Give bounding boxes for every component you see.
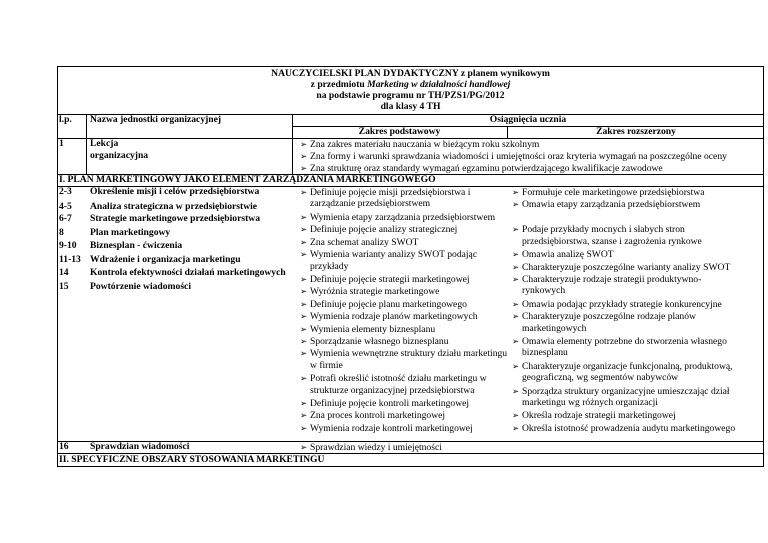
- table-border-bottom: [57, 466, 764, 467]
- extended-item: ➢ Charakteryzuje rodzaje strategii produktywno-: [512, 274, 702, 285]
- section2-title: II. SPECYFICZNE OBSZARY STOSOWANIA MARKETINGU: [59, 454, 325, 465]
- intro-unit-line2: organizacyjna: [90, 150, 149, 161]
- col-header-basic: Zakres podstawowy: [358, 126, 441, 137]
- arrow-bullet-icon: ➢: [300, 373, 308, 383]
- unit-lp: 11-13: [59, 254, 81, 265]
- extended-item-continued: geograficzną, wg segmentów nabywców: [522, 372, 679, 383]
- extended-item: ➢ Omawia podając przykłady strategie konkurencyjne: [512, 299, 722, 310]
- arrow-bullet-icon: ➢: [300, 224, 308, 234]
- arrow-bullet-icon: ➢: [300, 299, 308, 309]
- unit-lp: 14: [59, 267, 69, 278]
- unit-lp: 2-3: [59, 186, 72, 197]
- arrow-bullet-icon: ➢: [300, 423, 308, 433]
- basic-item: ➢ Wymienia elementy biznesplanu: [300, 324, 436, 335]
- arrow-bullet-icon: ➢: [512, 187, 520, 197]
- test-item: ➢ Sprawdzian wiedzy i umiejętności: [300, 442, 442, 453]
- table-border-left: [57, 66, 58, 467]
- arrow-bullet-icon: ➢: [300, 151, 308, 161]
- doc-title: NAUCZYCIELSKI PLAN DYDAKTYCZNY z planem wynikowym: [271, 68, 550, 79]
- basic-item: ➢ Wymienia wewnętrzne struktury działu marketingu: [300, 348, 508, 359]
- arrow-bullet-icon: ➢: [300, 336, 308, 346]
- arrow-bullet-icon: ➢: [300, 348, 308, 358]
- arrow-bullet-icon: ➢: [300, 324, 308, 334]
- basic-item: ➢ Wymienia warianty analizy SWOT podając: [300, 249, 478, 260]
- arrow-bullet-icon: ➢: [300, 212, 308, 222]
- basic-item: ➢ Potrafi określić istotność działu marketingu w: [300, 373, 487, 384]
- unit-name: Strategie marketingowe przedsiębiorstwa: [90, 213, 260, 224]
- arrow-bullet-icon: ➢: [512, 249, 520, 259]
- basic-item: ➢ Definiuje pojęcie kontroli marketingowej: [300, 398, 470, 409]
- table-border-top: [57, 66, 764, 67]
- unit-name: Biznesplan - ćwiczenia: [90, 240, 183, 251]
- unit-lp: 4-5: [59, 201, 72, 212]
- doc-program: na podstawie programu nr TH/PZS1/PG/2012: [316, 90, 505, 101]
- unit-lp: 6-7: [59, 213, 72, 224]
- arrow-bullet-icon: ➢: [300, 442, 308, 452]
- arrow-bullet-icon: ➢: [512, 336, 520, 346]
- arrow-bullet-icon: ➢: [512, 262, 520, 272]
- subject-name: Marketing w działalności handlowej: [367, 79, 511, 90]
- test-name: Sprawdzian wiadomości: [90, 441, 190, 452]
- section1-title: I. PLAN MARKETINGOWY JAKO ELEMENT ZARZĄDZANIA MARKETINGOWEGO: [59, 174, 436, 185]
- unit-lp: 8: [59, 227, 64, 238]
- arrow-bullet-icon: ➢: [512, 299, 520, 309]
- arrow-bullet-icon: ➢: [300, 187, 308, 197]
- arrow-bullet-icon: ➢: [300, 139, 308, 149]
- extended-item: ➢ Omawia etapy zarządzania przedsiębiorstwem: [512, 199, 701, 210]
- basic-item: ➢ Wymienia rodzaje kontroli marketingowej: [300, 423, 473, 434]
- extended-item-continued: marketingu wg różnych organizacji: [522, 397, 658, 408]
- arrow-bullet-icon: ➢: [300, 163, 308, 173]
- intro-item: ➢ Zna formy i warunki sprawdzania wiadomości i umiejętności oraz kryteria wymagań na poszczególne oceny: [300, 151, 727, 162]
- col-header-unit: Nazwa jednostki organizacyjnej: [90, 114, 222, 125]
- arrow-bullet-icon: ➢: [512, 386, 520, 396]
- extended-item: ➢ Charakteryzuje organizacje funkcjonalną, produktową,: [512, 361, 733, 372]
- basic-item: ➢ Definiuje pojęcie analizy strategicznej: [300, 224, 458, 235]
- extended-item: ➢ Określa rodzaje strategii marketingowej: [512, 410, 676, 421]
- extended-item-continued: rynkowych: [522, 285, 566, 296]
- unit-name: Analiza strategiczna w przedsiębiorstwie: [90, 201, 258, 212]
- basic-item: ➢ Sporządzanie własnego biznesplanu: [300, 336, 449, 347]
- unit-lp: 15: [59, 281, 69, 292]
- basic-item: ➢ Wymienia rodzaje planów marketingowych: [300, 311, 478, 322]
- arrow-bullet-icon: ➢: [300, 311, 308, 321]
- arrow-bullet-icon: ➢: [300, 286, 308, 296]
- unit-lp: 9-10: [59, 240, 77, 251]
- arrow-bullet-icon: ➢: [300, 410, 308, 420]
- column-divider-lp: [86, 114, 87, 175]
- unit-name: Powtórzenie wiadomości: [90, 281, 191, 292]
- arrow-bullet-icon: ➢: [512, 361, 520, 371]
- arrow-bullet-icon: ➢: [300, 249, 308, 259]
- intro-unit-line1: Lekcja: [90, 138, 119, 149]
- doc-class: dla klasy 4 TH: [380, 101, 441, 112]
- arrow-bullet-icon: ➢: [512, 224, 520, 234]
- arrow-bullet-icon: ➢: [300, 274, 308, 284]
- intro-item: ➢ Zna zakres materiału nauczania w bieżącym roku szkolnym: [300, 139, 540, 150]
- unit-name: Wdrażenie i organizacja marketingu: [90, 254, 241, 265]
- col-header-achievements: Osiągnięcia ucznia: [489, 114, 567, 125]
- arrow-bullet-icon: ➢: [512, 311, 520, 321]
- col-header-lp: l.p.: [59, 114, 72, 125]
- basic-item: ➢ Zna proces kontroli marketingowej: [300, 410, 446, 421]
- arrow-bullet-icon: ➢: [512, 199, 520, 209]
- basic-item: ➢ Zna schemat analizy SWOT: [300, 237, 419, 248]
- basic-item-continued: w firmie: [310, 360, 343, 371]
- extended-item-continued: biznesplanu: [522, 347, 568, 358]
- basic-item: ➢ Wyróżnia strategie marketingowe: [300, 286, 440, 297]
- col-header-extended: Zakres rozszerzony: [596, 126, 676, 137]
- basic-item: ➢ Definiuje pojęcie misji przedsiębiorstwa i: [300, 187, 471, 198]
- extended-item: ➢ Charakteryzuje poszczególne rodzaje planów: [512, 311, 696, 322]
- test-lp: 16: [59, 441, 69, 452]
- intro-lp: 1: [59, 138, 64, 149]
- basic-item: ➢ Wymienia etapy zarządzania przedsiębiorstwem: [300, 212, 496, 223]
- extended-item: ➢ Omawia elementy potrzebne do stworzenia własnego: [512, 336, 727, 347]
- extended-item: ➢ Określa istotność prowadzenia audytu marketingowego: [512, 423, 736, 434]
- arrow-bullet-icon: ➢: [300, 398, 308, 408]
- unit-name: Plan marketingowy: [90, 227, 171, 238]
- arrow-bullet-icon: ➢: [512, 274, 520, 284]
- intro-item: ➢ Zna strukturę oraz standardy wymagań egzaminu potwierdzającego kwalifikacje zawodowe: [300, 163, 663, 174]
- basic-item-continued: przykłady: [310, 261, 349, 272]
- arrow-bullet-icon: ➢: [512, 423, 520, 433]
- basic-item-continued: strukturze organizacyjnej przedsiębiorstwa: [310, 385, 475, 396]
- extended-item: ➢ Omawia analizę SWOT: [512, 249, 614, 260]
- extended-item: ➢ Charakteryzuje poszczególne warianty analizy SWOT: [512, 262, 731, 273]
- unit-name: Kontrola efektywności działań marketingowych: [90, 267, 286, 278]
- extended-item: ➢ Sporządza struktury organizacyjne umieszczając dział: [512, 386, 730, 397]
- basic-item: ➢ Definiuje pojęcie planu marketingowego: [300, 299, 467, 310]
- extended-item: ➢ Podaje przykłady mocnych i słabych stron: [512, 224, 685, 235]
- extended-item: ➢ Formułuje cele marketingowe przedsiębiorstwa: [512, 187, 705, 198]
- extended-item-continued: przedsiębiorstwa, szanse i zagrożenia rynkowe: [522, 236, 702, 247]
- arrow-bullet-icon: ➢: [300, 237, 308, 247]
- extended-item-continued: marketingowych: [522, 323, 587, 334]
- arrow-bullet-icon: ➢: [512, 410, 520, 420]
- basic-item: ➢ Definiuje pojęcie strategii marketingowej: [300, 274, 470, 285]
- subject-prefix: z przedmiotu: [310, 79, 368, 90]
- basic-item-continued: zarządzanie przedsiębiorstwem: [310, 198, 431, 209]
- unit-name: Określenie misji i celów przedsiębiorstwa: [90, 186, 260, 197]
